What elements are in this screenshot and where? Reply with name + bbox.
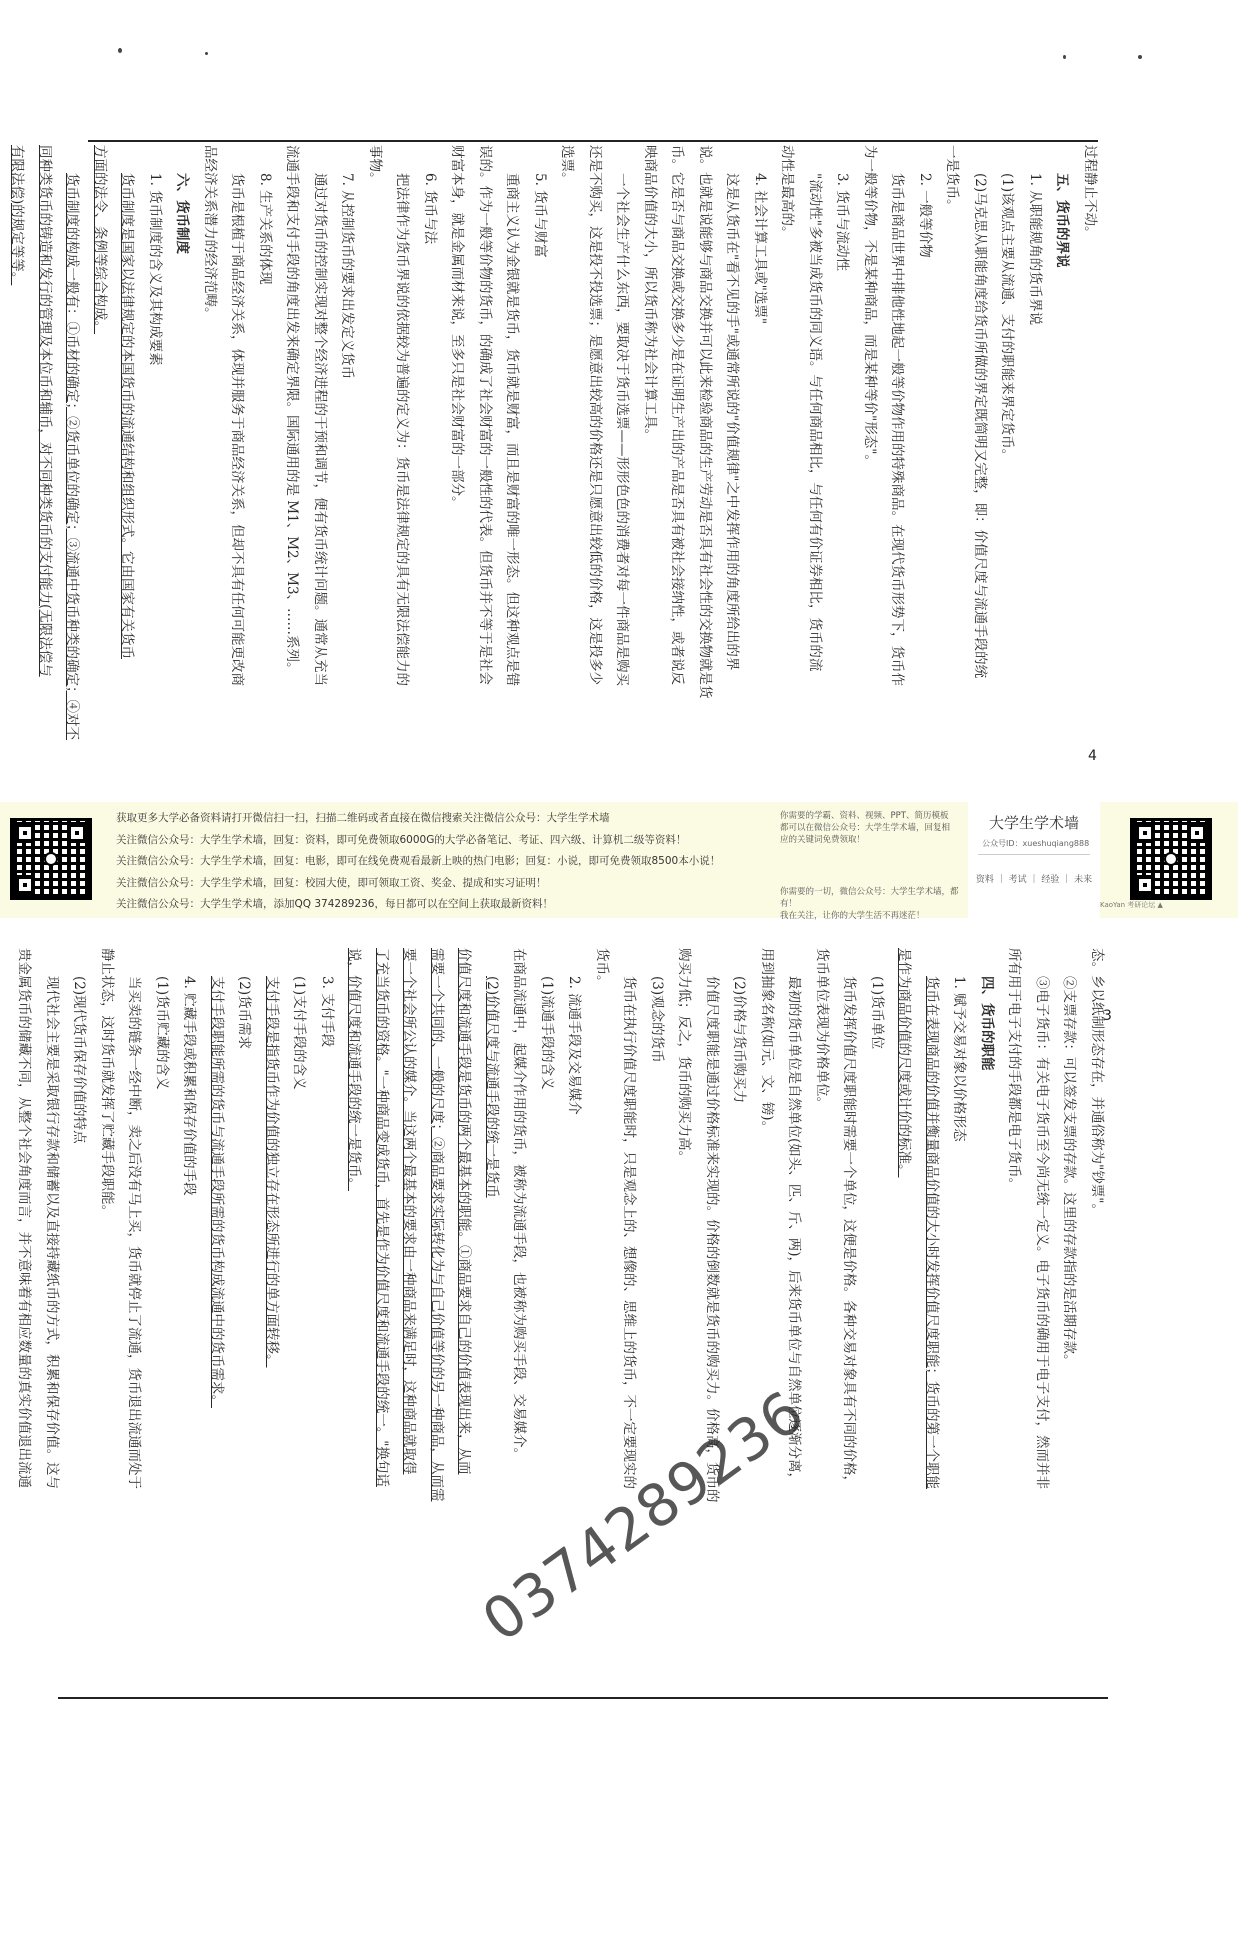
qr-logo-icon: [44, 852, 58, 866]
text-line: 4. 社会计算工具或"选票": [752, 173, 768, 325]
text-line: 选票。: [559, 145, 576, 186]
text-line: 说。也就是说能够与商品交换并可以此来检验商品的生产劳动是否具有社会性的交换物就是货: [697, 145, 713, 699]
text-line: 要一个社会所公认的媒介。当这两个最基本的要求由一种商品来满足时，这种商品就取得: [401, 948, 418, 1475]
text-line: 同种类货币的铸造和发行的管理及本位币和辅币，对不同种类货币的支付能力(无限法偿与: [37, 145, 53, 677]
text-line: 五、货币的界说: [1054, 173, 1071, 268]
text-line: 六、货币制度: [174, 173, 191, 254]
text-line: 态。乡以纸制形态存在，并通俗称为"钞票"。: [1089, 948, 1105, 1217]
text-line: (2)价格与货币购买力: [731, 976, 748, 1104]
text-line: 货币。: [594, 948, 610, 989]
text-line: 5. 货币与财富: [532, 173, 548, 258]
scan-speck: [205, 52, 208, 55]
text-line: 是作为商品价值的尺度或计价的标准。: [896, 948, 913, 1178]
text-line: 事物。: [367, 145, 383, 186]
text-line: 货币在执行价值尺度职能时，只是观念上的、想像的、思维上的货币，不一定要现实的: [621, 976, 638, 1489]
scan-speck: [118, 48, 122, 53]
text-line: 4. 贮藏手段或积累和保存价值的手段: [181, 976, 198, 1196]
brand-divider: [978, 854, 1090, 855]
text-line: 支付手段职能所需的货币与流通手段所需的货币构成流通中的货币需求。: [209, 976, 225, 1408]
ad-banner: [0, 802, 1238, 921]
qr-logo-icon: [1164, 852, 1178, 866]
brand-menu: 资料 ｜ 考试 ｜ 经验 ｜ 未来: [975, 875, 1093, 885]
ad-note-top: 你需要的学霸、资料、视频、PPT、简历模板 都可以在微信公众号：大学生学术墙，回复相 应的关键词免费领取！: [780, 811, 951, 845]
text-line: 1. 货币制度的含义及其构成要素: [147, 173, 163, 366]
ad-text: [116, 808, 776, 916]
text-line: (2)现代货币保存价值的特点: [71, 976, 88, 1144]
text-line: 现代社会主要是采取银行存款和储蓄以及直接持藏纸币的方式，积累和保存价值。这与: [44, 976, 60, 1489]
text-line: ②支票存款：可以签发支票的存款。这里的存款指的是活期存款。: [1061, 976, 1078, 1368]
text-line: 还是不购买，这是投不投选票；是愿意出较高的价格还是只愿意出较低的价格，这是投多少: [587, 145, 603, 685]
rotated-page-4: [9, 145, 1103, 770]
text-line: 所有用于电子支付的手段都是电子货币。: [1006, 948, 1023, 1191]
text-line: 2. 一般等价物: [917, 173, 933, 258]
ad-line: 关注微信公众号：大学生学术墙，回复：校园大使，即可领取工资、奖金、提成和实习证明！: [116, 876, 547, 889]
text-line: 财富本身，就是金属而材来说，至多只是社会财富的一部分。: [449, 145, 466, 510]
ad-line: 获取更多大学必备资料请打开微信扫一扫，扫描二维码或者直接在微信搜索关注微信公众号：大学生学术墙: [116, 812, 610, 824]
text-line: 为一般等价物，不是某种商品，而是某种等价"形态"。: [862, 145, 878, 468]
text-line: 货币发挥价值尺度职能时需要一个单位，这便是价格。各种交易对象具有不同的价格，: [841, 976, 858, 1489]
text-line: 3. 货币与流动性: [834, 173, 851, 272]
text-line: 静止状态，这时货币就发挥了贮藏手段职能。: [99, 948, 115, 1218]
text-line: 当买卖的链条一经中断，卖之后没有马上买，货币就停止了流通，货币退出流通而处于: [126, 976, 143, 1489]
text-line: 流通手段和支付手段的角度出发来确定界限。国际通用的是 M1、M2、M3、……系列。: [284, 145, 301, 676]
text-line: 7. 从控制货币的要求出发定义货币: [339, 173, 356, 380]
brand-card: [968, 802, 1100, 918]
brand-subtitle: 公众号ID：xueshuqiang888: [982, 839, 1090, 848]
text-line: 重商主义认为金银就是货币，货币就是财富，而且是财富的唯一形态。但这种观点是错: [504, 173, 521, 686]
text-line: 有限法偿)的规定等等。: [9, 145, 26, 286]
text-line: (1)货币单位: [869, 976, 885, 1050]
text-line: (1)该观点主要从流通、支付的职能来界定货币。: [999, 173, 1016, 463]
text-line: 方面的法令、条例等综合构成。: [92, 145, 108, 334]
brand-title: 大学生学术墙: [988, 814, 1079, 832]
brand-footer: KaoYan 考研论坛 ▲: [1100, 901, 1163, 909]
scan-speck: [1063, 55, 1066, 59]
text-line: 最初的货币单位是自然单位(如头、匹、斤、两)，后来货币单位与自然单位逐渐分离，: [786, 976, 803, 1487]
text-line: 币。它是否与商品交换或交换多少是在证明生产出的产品是否具有被社会接纳性，或者说反: [669, 145, 686, 685]
text-line: 品经济关系潜力的经济范畴。: [202, 145, 218, 321]
text-line: 货币是商品世界中排他性地起一般等价物作用的特殊商品。在现代货币形势下，货币作: [889, 173, 906, 686]
text-line: (3)观念的货币: [649, 976, 665, 1063]
text-line: ③电子货币：有关电子货币至今尚无统一定义。电子货币的确用于电子支付，然而并非: [1034, 976, 1050, 1489]
ad-line: 关注微信公众号：大学生学术墙，添加QQ 374289236，每日都可以在空间上获取最新资料！: [116, 898, 553, 910]
text-line: (1)流通手段的含义: [539, 976, 555, 1090]
text-line: 一个社会生产什么东西，要取决于货币选票——形形色色的消费者对每一件商品是购买: [614, 173, 631, 686]
text-line: 误的。作为一般等价物的货币，的确成了社会财富的一般性的代表。但货币并不等于是社会: [477, 145, 493, 685]
text-line: 3. 支付手段: [319, 976, 335, 1048]
page-top-rule: [88, 140, 1098, 142]
text-line: (1)支付手段的含义: [291, 976, 308, 1090]
scan-speck: [1138, 55, 1142, 59]
ad-note-bottom: 你需要的一切，微信公众号：大学生学术墙，都有！ 我在关注，让你的大学生活不再迷茫！: [780, 887, 959, 921]
text-line: 一是货币。: [944, 145, 961, 213]
rotated-page-3: [16, 948, 1110, 1588]
text-line: 购买力低；反之，货币的购买力高。: [676, 948, 693, 1164]
text-line: 8. 生产关系的体现: [257, 173, 273, 285]
page-3-text: [16, 948, 1110, 1958]
text-line: 6. 货币与法: [422, 173, 438, 245]
text-line: (1)货币贮藏的含义: [154, 976, 170, 1090]
text-line: 支付手段是指货币作为价值的独立存在形态所进行的单方面转移。: [264, 976, 280, 1368]
text-line: 货币制度是国家以法律规定的本国货币的流通结构和组织形式。它由国家有关货币: [119, 173, 136, 659]
text-line: 动性是最高的。: [779, 145, 796, 240]
text-line: (2)马克思从职能角度给货币所做的界定既简明又完整，即：价值尺度与流通手段的统: [972, 173, 988, 679]
qr-code-left: [10, 818, 92, 900]
text-line: 贵金属货币的储藏不同，从整个社会角度而言，并不意味着有相应数量的真实价值退出流通: [16, 948, 33, 1488]
text-line: 货币在表现商品的价值并衡量商品价值的大小时发挥价值尺度职能；货币的第一个职能: [924, 976, 940, 1489]
text-line: 1. 赋予交易对象以价格形态: [951, 976, 968, 1142]
text-line: 货币单位表现为价格单位。: [814, 948, 830, 1110]
text-line: 把法律作为货币界说的依据较为普遍的定义为：货币是法律规定的具有无限法偿能力的: [394, 173, 411, 686]
ad-line: 关注微信公众号：大学生学术墙，回复：电影，即可在线免费观看最新上映的热门电影；回复：小说，即可免费领取8500本小说！: [116, 855, 721, 867]
text-line: "流动性"多被当成货币的同义语。与任何商品相比，与任何有价证券相比，货币的流: [807, 173, 823, 672]
qr-code-right: [1130, 818, 1212, 900]
page-bottom-rule: [58, 1697, 1108, 1699]
text-line: 四、货币的职能: [979, 976, 995, 1071]
text-line: 货币制度的构成一般有：①币材的确定；②货币单位的确定；③流通中货币种类的确定；④对不: [64, 173, 81, 740]
text-line: 了充当货币的资格。"一种商品变成货币，首先是作为价值尺度和流通手段的统一。"换句话: [374, 948, 390, 1487]
text-line: 1. 从职能规角的货币界说: [1027, 173, 1043, 326]
text-line: 这是从货币在"看不见的手"或通常所说的"价值规律"之中发挥作用的角度所给出的界: [724, 173, 741, 671]
ad-line: 关注微信公众号：大学生学术墙，回复：资料，即可免费领取6000G的大学必备笔记、考证、四六级、计算机二级等资料！: [116, 833, 687, 846]
text-line: 货币是根植于商品经济关系，体现并服务于商品经济关系，但却不具有任何可能更改商: [229, 173, 246, 686]
text-line: (2)价值尺度与流通手段的统一是货币: [484, 976, 500, 1198]
text-line: 需要一个共同的、一般的尺度；②商品要求实际转化为与自己价值等价的另一种商品，从而需: [429, 948, 445, 1502]
text-line: 通过对货币的控制实现对整个经济进程的干预和调节，便有货币统计问题。通常从充当: [312, 173, 328, 686]
text-line: 过程静止不动。: [1082, 145, 1098, 240]
page-number-4: 4: [1088, 748, 1097, 764]
text-line: 价值尺度职能是通过价格标准来实现的。价格的倒数就是货币的购买力。价格高，货币的: [704, 976, 720, 1503]
watermark-number: 0374289236: [470, 1377, 817, 1656]
text-line: 2. 流通手段及交易媒介: [566, 976, 583, 1115]
text-line: 价值尺度和流通手段是货币的两个最基本的职能。①商品要求自己的价值表现出来，从而: [456, 948, 473, 1475]
text-line: (2)货币需求: [236, 976, 253, 1050]
text-line: 映商品价值的大小，所以货币称为社会计算工具。: [642, 145, 658, 442]
text-line: 在商品流通中，起媒介作用的货币，被称为流通手段，也被称为购买手段、交易媒介。: [511, 948, 528, 1461]
page-number-3: 3: [1103, 1008, 1112, 1024]
text-line: 说，价值尺度和流通手段的统一是货币。: [346, 948, 363, 1191]
text-line: 用到抽象名称(如元、文、镑)。: [759, 948, 775, 1135]
